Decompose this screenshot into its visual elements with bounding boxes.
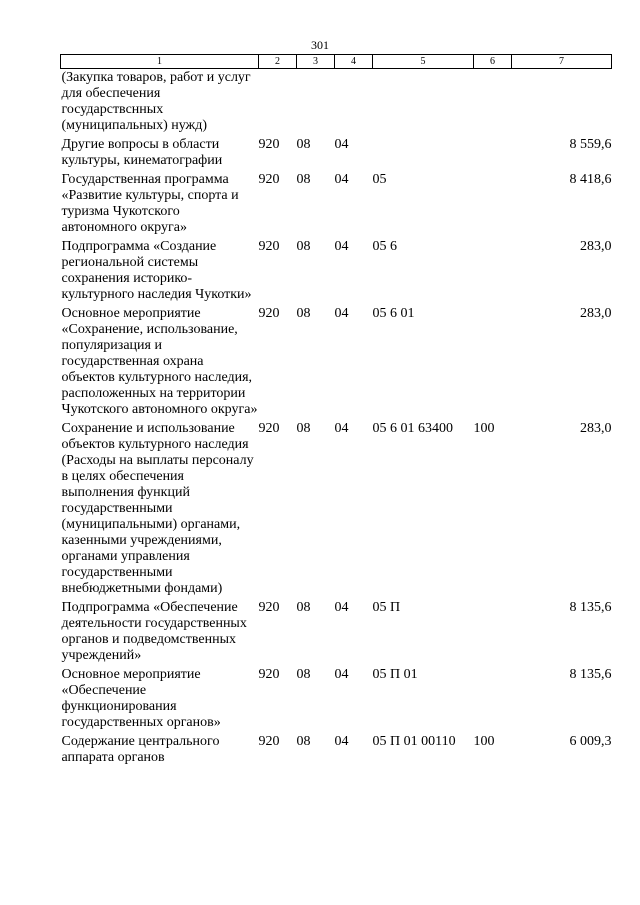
section-cell: 08: [296, 172, 311, 187]
column-header: 6: [474, 55, 512, 69]
column-header: 5: [373, 55, 474, 69]
column-header: 3: [297, 55, 335, 69]
table-row: [61, 305, 612, 420]
row-name-cell: (Закупка товаров, работ и услуг для обеспечения государствснных (муниципальных) нужд): [61, 70, 251, 133]
row-name-cell: Сохранение и использование объектов культурного наследия (Расходы на выплаты персоналу в целях обеспечения выполнения функций государственными (муниципальными) органами, казенными учреждениями, органами управления государственными внебюджетными фондами): [61, 421, 254, 596]
ministry-code-cell: 920: [258, 306, 280, 321]
target-article-cell: [373, 69, 474, 137]
expense-type-cell: [474, 238, 512, 305]
section-cell: [297, 69, 335, 137]
ministry-code-cell: 920: [258, 172, 280, 187]
ministry-code-cell: [259, 69, 297, 137]
ministry-code-cell: 920: [258, 137, 280, 152]
amount-cell: 8 135,6: [569, 667, 612, 682]
subsection-cell: [335, 69, 373, 137]
expense-type-cell: [474, 69, 512, 137]
section-cell: 08: [296, 137, 311, 152]
table-row: [61, 69, 612, 137]
ministry-code-cell: 920: [258, 734, 280, 749]
target-article-cell: 05 6 01 63400: [372, 421, 453, 436]
ministry-code-cell: 920: [258, 600, 280, 615]
subsection-cell: 04: [334, 421, 349, 436]
amount-cell: [512, 69, 612, 137]
amount-cell: 283,0: [580, 239, 612, 254]
ministry-code-cell: 920: [258, 421, 280, 436]
section-cell: 08: [296, 421, 311, 436]
target-article-cell: 05 6 01: [372, 306, 415, 321]
table-row: [61, 238, 612, 305]
target-article-cell: 05 6: [372, 239, 397, 254]
expense-type-cell: 100: [473, 734, 495, 749]
amount-cell: 8 135,6: [569, 600, 612, 615]
budget-table: [60, 54, 612, 768]
subsection-cell: 04: [334, 172, 349, 187]
ministry-code-cell: 920: [258, 239, 280, 254]
section-cell: 08: [296, 734, 311, 749]
subsection-cell: 04: [334, 137, 349, 152]
table-row: [61, 666, 612, 733]
amount-cell: 6 009,3: [569, 734, 612, 749]
row-name-cell: Содержание центрального аппарата органов: [61, 734, 220, 765]
row-name-cell: Государственная программа «Развитие культуры, спорта и туризма Чукотского автономного округа»: [61, 172, 239, 235]
row-name-cell: Подпрограмма «Создание региональной системы сохранения историко-культурного наследия Чукотки»: [61, 239, 252, 302]
target-article-cell: 05 П 01 00110: [372, 734, 456, 749]
amount-cell: 283,0: [580, 421, 612, 436]
expense-type-cell: [474, 666, 512, 733]
subsection-cell: 04: [334, 667, 349, 682]
section-cell: 08: [296, 239, 311, 254]
target-article-cell: 05: [372, 172, 387, 187]
expense-type-cell: [474, 171, 512, 238]
target-article-cell: 05 П 01: [372, 667, 418, 682]
table-row: [61, 136, 612, 171]
row-name-cell: Основное мероприятие «Обеспечение функционирования государственных органов»: [61, 667, 221, 730]
column-number-header-row: [61, 55, 612, 69]
subsection-cell: 04: [334, 600, 349, 615]
amount-cell: 8 418,6: [569, 172, 612, 187]
section-cell: 08: [296, 600, 311, 615]
amount-cell: 8 559,6: [569, 137, 612, 152]
section-cell: 08: [296, 667, 311, 682]
expense-type-cell: 100: [473, 421, 495, 436]
column-header: 4: [335, 55, 373, 69]
row-name-cell: Подпрограмма «Обеспечение деятельности государственных органов и подведомственных учреждений»: [61, 600, 247, 663]
table-body: [61, 69, 612, 769]
table-row: [61, 171, 612, 238]
ministry-code-cell: 920: [258, 667, 280, 682]
row-name-cell: Основное мероприятие «Сохранение, использование, популяризация и государственная охрана объектов культурного наследия, расположенных на территории Чукотского автономного округа»: [61, 306, 258, 417]
expense-type-cell: [474, 136, 512, 171]
section-cell: 08: [296, 306, 311, 321]
target-article-cell: [373, 136, 474, 171]
table-row: [61, 733, 612, 768]
expense-type-cell: [474, 599, 512, 666]
subsection-cell: 04: [334, 306, 349, 321]
row-name-cell: Другие вопросы в области культуры, кинематографии: [61, 137, 223, 168]
column-header: 1: [61, 55, 259, 69]
amount-cell: 283,0: [580, 306, 612, 321]
subsection-cell: 04: [334, 734, 349, 749]
expense-type-cell: [474, 305, 512, 420]
column-header: 7: [512, 55, 612, 69]
subsection-cell: 04: [334, 239, 349, 254]
column-header: 2: [259, 55, 297, 69]
target-article-cell: 05 П: [372, 600, 401, 615]
page-number: 301: [311, 38, 329, 52]
table-row: [61, 420, 612, 599]
table-row: [61, 599, 612, 666]
